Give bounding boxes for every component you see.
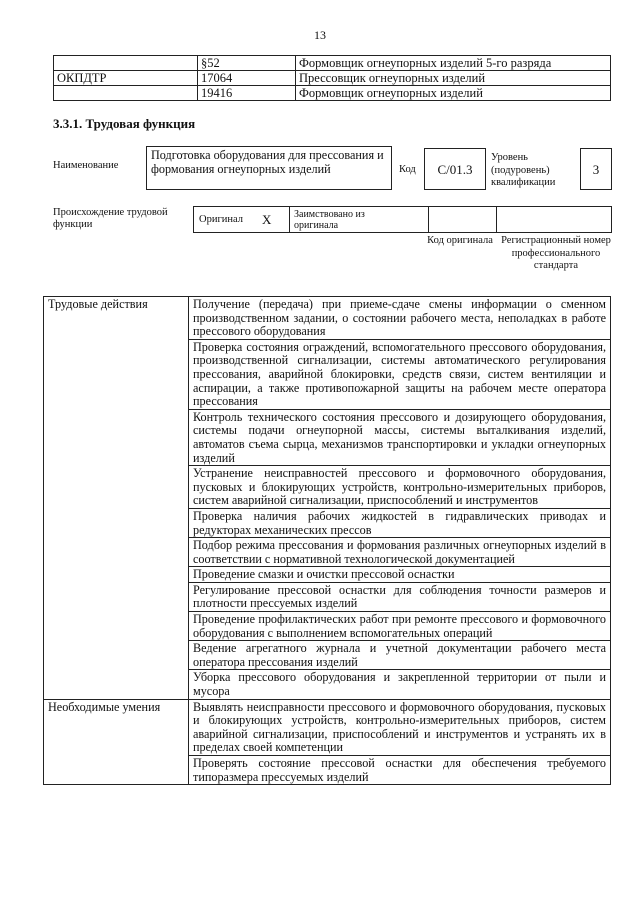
okpd-code: 19416 (198, 86, 296, 101)
section-title: 3.3.1. Трудовая функция (53, 116, 196, 131)
list-item: Регулирование прессовой оснастки для соблюдения точности размеров и плотности прессуемых изделий (189, 582, 611, 611)
registration-number-cell (496, 206, 612, 233)
okpd-cell (54, 86, 198, 101)
original-cell (193, 206, 290, 233)
list-item: Проверка наличия рабочих жидкостей в гидравлических приводах и редукторах механических прессов (189, 508, 611, 537)
labor-actions-label: Трудовые действия (44, 297, 189, 700)
list-item: Проверять состояние прессовой оснастки для обеспечения требуемого типоразмера прессуемых изделий (189, 756, 611, 785)
list-item: Подбор режима прессования и формования различных огнеупорных изделий в соответствии с нормативной технологической документацией (189, 538, 611, 567)
table-row (54, 86, 611, 101)
registration-caption: Регистрационный номер профессионального стандарта (501, 235, 611, 271)
qualification-level: 3 (580, 148, 612, 190)
list-item: Контроль технического состояния прессового и дозирующего оборудования, системы подачи огнеупорной массы, системы выталкивания изделий, автоматов съема сырца, механизмов транспортировки и укладки огнеупорных изделий (189, 409, 611, 465)
level-label: Уровень (подуровень) квалификации (491, 152, 556, 188)
name-label: Наименование (53, 160, 119, 171)
borrowed-label: Заимствовано из оригинала (294, 209, 365, 231)
skills-label: Необходимые умения (44, 699, 189, 785)
labor-function-table (43, 296, 611, 785)
list-item: Проведение смазки и очистки прессовой оснастки (189, 567, 611, 583)
okpd-cell: ОКПДТР (54, 71, 198, 86)
page-number: 13 (314, 28, 326, 42)
list-item: Уборка прессового оборудования и закрепленной территории от пыли и мусора (189, 670, 611, 699)
list-item: Проведение профилактических работ при ремонте прессового и формовочного оборудования с выполнением вспомогательных операций (189, 612, 611, 641)
okpd-cell (54, 56, 198, 71)
okpd-code: 17064 (198, 71, 296, 86)
function-name: Подготовка оборудования для прессования и формования огнеупорных изделий (146, 146, 392, 190)
origin-label: Происхождение трудовой функции (53, 207, 168, 230)
original-code-caption: Код оригинала (427, 235, 493, 246)
list-item: Проверка состояния ограждений, вспомогательного прессового оборудования, производственной сигнализации, системы автоматического регулирования прессования, аварийной блокировки, средств связи, систем вентиляции и аспирации, а также противопожарной защиты на рабочем месте оператора прессования (189, 339, 611, 409)
list-item: Ведение агрегатного журнала и учетной документации рабочего места оператора прессования изделий (189, 641, 611, 670)
okpd-title: Формовщик огнеупорных изделий 5-го разряда (296, 56, 611, 71)
original-mark: X (262, 212, 272, 227)
okpdtr-table (53, 55, 611, 101)
table-row (54, 56, 611, 71)
borrowed-cell (289, 206, 429, 233)
list-item: Устранение неисправностей прессового и формовочного оборудования, пусковых и блокирующих устройств, контрольно-измерительных приборов, систем аварийной сигнализации, приспособлений и инструментов (189, 466, 611, 509)
list-item: Выявлять неисправности прессового и формовочного оборудования, пусковых и блокирующих устройств, контрольно-измерительных приборов, систем аварийной сигнализации, приспособлений и инструментов и устранять их в пределах своей компетенции (189, 699, 611, 755)
table-row (44, 297, 611, 340)
okpd-title: Прессовщик огнеупорных изделий (296, 71, 611, 86)
code-label: Код (399, 164, 416, 175)
table-row (44, 699, 611, 755)
okpd-code: §52 (198, 56, 296, 71)
original-label: Оригинал (199, 214, 243, 225)
okpd-title: Формовщик огнеупорных изделий (296, 86, 611, 101)
table-row (54, 71, 611, 86)
function-code: C/01.3 (424, 148, 486, 190)
original-code-cell (428, 206, 497, 233)
list-item: Получение (передача) при приеме-сдаче смены информации о сменном производственном задании, о состоянии рабочего места, неполадках в работе прессового оборудования (189, 297, 611, 340)
